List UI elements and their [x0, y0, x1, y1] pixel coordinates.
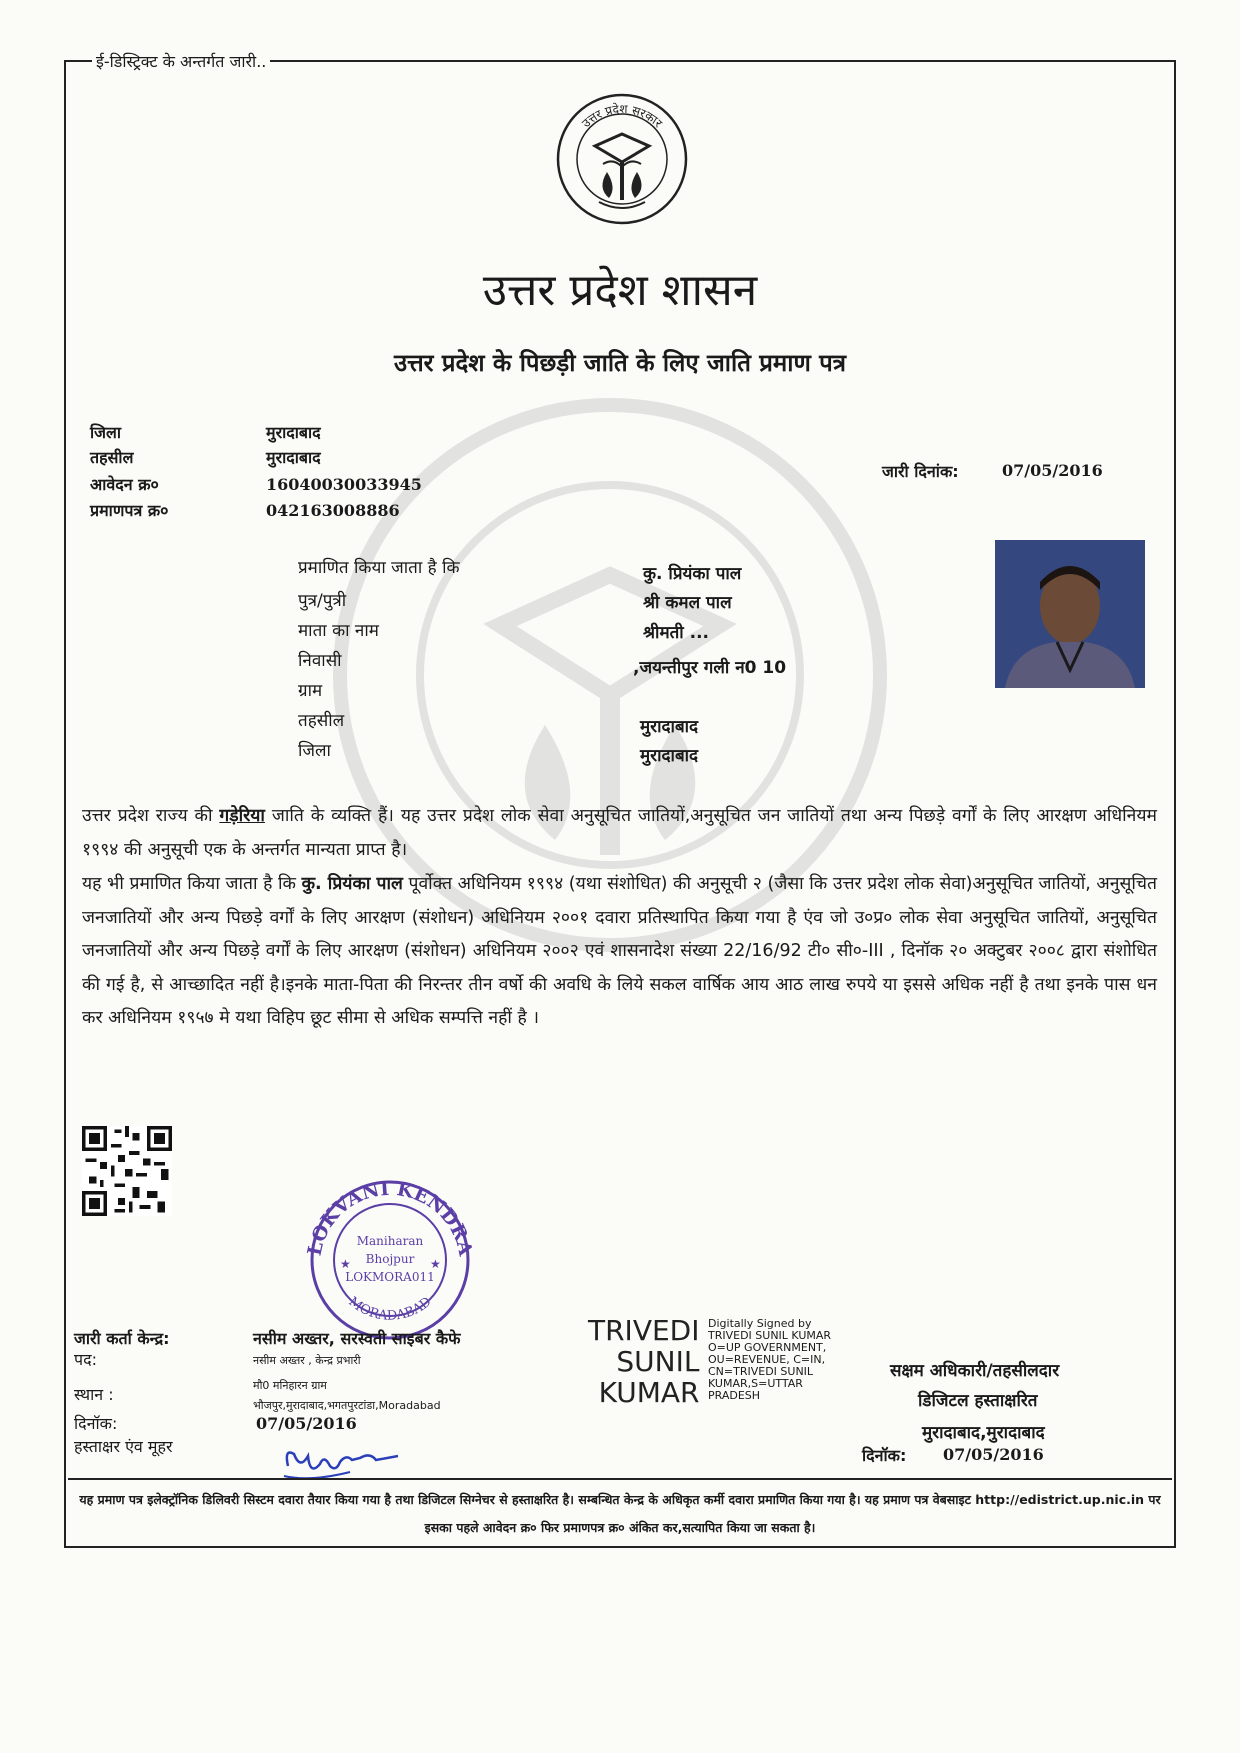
resident-value: ,जयन्तीपुर गली न0 10: [633, 658, 787, 678]
authority-title: सक्षम अधिकारी/तहसीलदार: [890, 1361, 1060, 1381]
sig-detail-line: CN=TRIVEDI SUNIL: [708, 1365, 814, 1378]
application-number-value: 16040030033945: [266, 475, 422, 494]
issuer-date-label: दिनॉक:: [74, 1414, 118, 1433]
p2-rest: पूर्वोक्त अधिनियम १९९४ (यथा संशोधित) की अनुसूची २ (जैसा कि उत्तर प्रदेश लोक सेवा)अनुसूचित जातियों, अनुसूचित जनजातियों और अन्य पिछड़े वर्गों के लिए आरक्षण (संशोधन) अधिनियम २००१ दवारा प्रतिस्थापित किया गया है एंव जो उ०प्र० लोक सेवा अनुसूचित जातियों, अनुसूचित जनजातियों और अन्य पिछड़े वर्गों के लिए आरक्षण (संशोधन) अधिनियम २००२ एवं शासनादेश संख्या 22/16/92 टी० सी०-III , दिनॉक २० अक्टुबर २००८ द्वारा संशोधित की गई है, से आच्छादित नहीं है।इनके माता-पिता की निरन्तर तीन वर्षो की अवधि के लिये सकल वार्षिक आय आठ लाख रुपये या इससे अधिक नहीं है तथा इनके पास धन कर अधिनियम १९५७ मे यथा विहिप छूट सीमा से अधिक सम्पत्ति नहीं है ।: [82, 874, 1157, 1028]
signer-name-line-2: SUNIL: [616, 1345, 700, 1378]
p1-rest: जाति के व्यक्ति हैं। यह उत्तर प्रदेश लोक सेवा अनुसूचित जातियों,अनुसूचित जन जातियों तथा अन्य पिछड़े वर्गों के लिए आरक्षण अधिनियम १९९४ की अनुसूची एक के अन्तर्गत मान्यता प्राप्त है।: [82, 806, 1157, 860]
digital-signer-name: [588, 1315, 699, 1408]
place-label: स्थान :: [74, 1385, 114, 1404]
authority-date-label: दिनॉक:: [862, 1446, 907, 1465]
applicant-photo: [995, 540, 1145, 688]
certificate-title: उत्तर प्रदेश के पिछड़ी जाति के लिए जाति प्रमाण पत्र: [393, 349, 847, 377]
place-line-2: भौजपुर,मुरादाबाद,भगतपुरटांडा,Moradabad: [253, 1399, 441, 1412]
sig-detail-line: OU=REVENUE, C=IN,: [708, 1353, 826, 1366]
up-government-emblem: [555, 92, 689, 226]
p2-prefix: यह भी प्रमाणित किया जाता है कि: [82, 874, 296, 894]
issue-date-label: जारी दिनांक:: [882, 462, 959, 481]
place-line-1: मौ0 मनिहारन ग्राम: [253, 1379, 327, 1392]
issuing-center-value: नसीम अख्तर, सरस्वती साइबर कैफे: [253, 1329, 461, 1348]
stamp-line-2: Bhojpur: [365, 1252, 415, 1266]
signer-name-line-3: KUMAR: [598, 1376, 700, 1409]
person-tehsil-value: मुरादाबाद: [640, 717, 699, 737]
svg-text:★: ★: [340, 1257, 351, 1271]
government-title: उत्तर प्रदेश शासन: [482, 265, 758, 316]
stamp-line-1: Maniharan: [356, 1234, 424, 1248]
svg-text:MORADABAD: [346, 1294, 435, 1324]
paragraph-creamy-layer: [82, 868, 1157, 1036]
stamp-line-3: LOKMORA011: [345, 1270, 435, 1284]
certificate-number-label: प्रमाणपत्र क्र०: [90, 501, 169, 520]
district-label: जिला: [90, 423, 122, 442]
footer-note: यह प्रमाण पत्र इलेक्ट्रॉनिक डिलिवरी सिस्टम दवारा तैयार किया गया है तथा डिजिटल सिग्नेचर से हस्ताक्षरित है। सम्बन्धित केन्द्र के अधिकृत कर्मी दवारा प्रमाणित किया गया है। यह प्रमाण पत्र वेबसाइट http://edistrict.up.nic.in पर इसका पहले आवेदन क्र० फिर प्रमाणपत्र क्र० अंकित कर,सत्यापित किया जा सकता है।: [79, 1492, 1161, 1535]
person-tehsil-label: तहसील: [298, 711, 345, 731]
sign-seal-label: हस्ताक्षर एंव मूहर: [74, 1437, 173, 1456]
issuing-center-label: जारी कर्ता केन्द्र:: [74, 1329, 170, 1348]
village-label: ग्राम: [298, 681, 323, 701]
post-label: पद:: [74, 1350, 97, 1369]
sig-detail-line: PRADESH: [708, 1389, 761, 1402]
post-value: नसीम अख्तर , केन्द्र प्रभारी: [253, 1354, 361, 1367]
applicant-name: कु. प्रियंका पाल: [643, 564, 742, 584]
sig-detail-line: TRIVEDI SUNIL KUMAR: [708, 1329, 832, 1342]
signer-name-line-1: TRIVEDI: [588, 1314, 700, 1347]
qr-code: [82, 1126, 172, 1216]
digital-signature-details: [708, 1318, 831, 1402]
issuer-date-value: 07/05/2016: [256, 1414, 357, 1433]
sig-detail-line: O=UP GOVERNMENT,: [708, 1341, 827, 1354]
digitally-signed-text: डिजिटल हस्ताक्षरित: [918, 1391, 1038, 1411]
svg-text:★: ★: [430, 1257, 441, 1271]
person-district-label: जिला: [298, 741, 331, 761]
sig-detail-line: KUMAR,S=UTTAR: [708, 1377, 803, 1390]
authority-date-value: 07/05/2016: [943, 1445, 1044, 1464]
district-value: मुरादाबाद: [266, 423, 321, 442]
stamp-ring-text: LOKVANI KENDRA: [303, 1177, 477, 1258]
emblem-ring-text: उत्तर प्रदेश सरकार: [579, 101, 666, 131]
issue-date-value: 07/05/2016: [1002, 461, 1103, 480]
lokvani-kendra-stamp: [300, 1170, 480, 1340]
certificate-number-value: 042163008886: [266, 501, 400, 520]
application-number-label: आवेदन क्र०: [90, 475, 159, 494]
paragraph-caste-recognition: [82, 800, 1157, 867]
person-district-value: मुरादाबाद: [640, 746, 699, 766]
tehsil-label: तहसील: [90, 448, 134, 467]
caste-name: गड़ेरिया: [219, 806, 265, 826]
p2-applicant-name: कु. प्रियंका पाल: [301, 874, 403, 894]
p1-prefix: उत्तर प्रदेश राज्य की: [82, 806, 213, 826]
tehsil-value: मुरादाबाद: [266, 448, 321, 467]
mother-name: श्रीमती ...: [643, 623, 709, 643]
footer-divider: [68, 1478, 1172, 1480]
svg-text:उत्तर प्रदेश सरकार: [579, 102, 666, 131]
resident-label: निवासी: [298, 651, 342, 671]
certified-label: प्रमाणित किया जाता है कि: [298, 558, 460, 578]
authority-place: मुरादाबाद,मुरादाबाद: [922, 1423, 1045, 1443]
father-name: श्री कमल पाल: [643, 593, 732, 613]
stamp-bottom-text: MORADABAD: [345, 1294, 435, 1324]
e-district-note: ई-डिस्ट्रिक्ट के अन्तर्गत जारी..: [92, 50, 270, 72]
father-label: पुत्र/पुत्री: [298, 591, 347, 611]
mother-label: माता का नाम: [298, 621, 379, 641]
sig-detail-line: Digitally Signed by: [708, 1317, 812, 1330]
